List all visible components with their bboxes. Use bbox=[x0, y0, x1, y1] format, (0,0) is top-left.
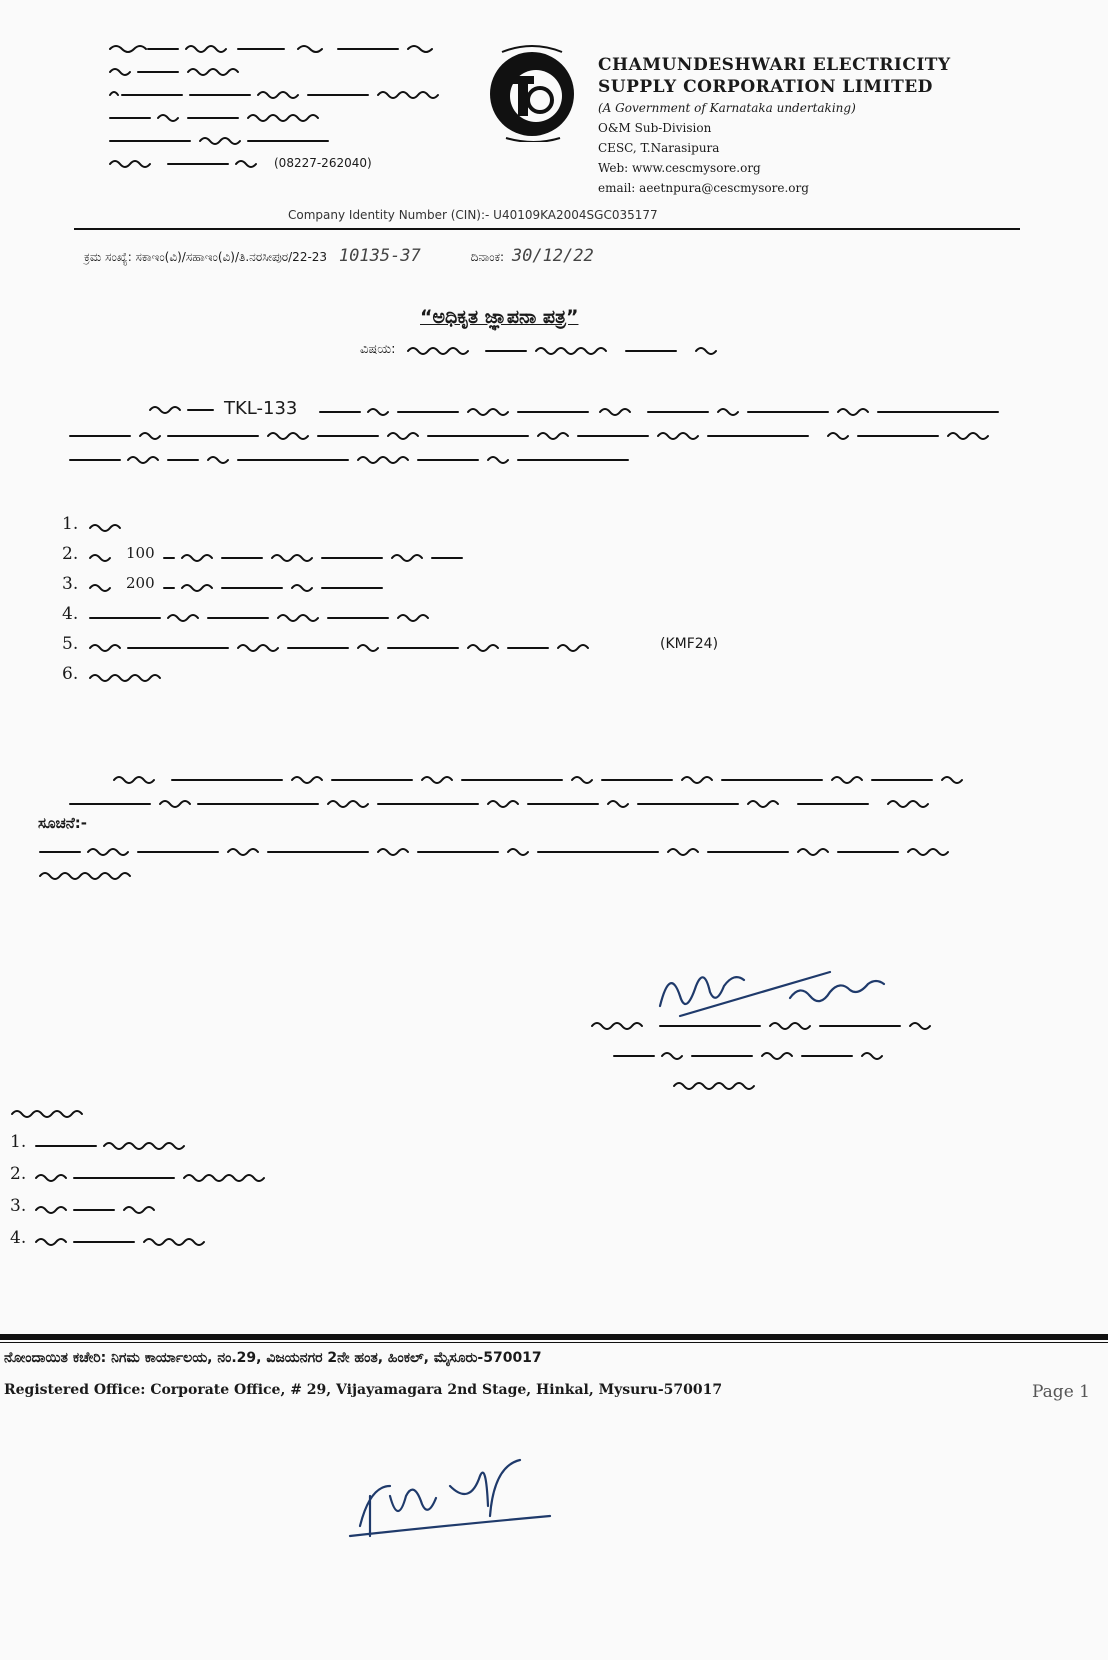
kannada-govt-line bbox=[108, 87, 458, 101]
page-number: Page 1 bbox=[1032, 1382, 1090, 1402]
header-rule bbox=[74, 228, 1020, 230]
officer-office bbox=[612, 1048, 912, 1062]
copies-to-block bbox=[10, 1100, 410, 1260]
note-line1 bbox=[68, 838, 1018, 862]
subject-line bbox=[360, 342, 766, 357]
body-paragraph-2 bbox=[38, 766, 1018, 886]
kannada-office-line bbox=[108, 133, 338, 147]
rr-label bbox=[148, 402, 218, 416]
subject-label: ವಿಷಯ: bbox=[360, 342, 396, 357]
body-paragraph-1 bbox=[68, 398, 1018, 470]
note-line2 bbox=[68, 862, 1018, 886]
letterhead-english-block bbox=[598, 54, 1038, 198]
officer-signature bbox=[640, 966, 960, 1026]
footer-rule-thin bbox=[0, 1342, 1108, 1343]
subject-text bbox=[406, 343, 766, 357]
web-address: Web: www.cescmysore.org bbox=[598, 161, 761, 175]
handwritten-ref-number: 10135-37 bbox=[338, 246, 421, 266]
copy-item: 3. bbox=[10, 1196, 410, 1228]
enclosure-item: 5. (KMF24) bbox=[62, 634, 719, 654]
copies-to-label bbox=[10, 1100, 410, 1132]
email-address: email: aeetnpura@cescmysore.org bbox=[598, 181, 809, 195]
footer-registered-office: Registered Office: Corporate Office, # 29, Vijayamagara 2nd Stage, Hinkal, Mysuru-570017 bbox=[4, 1382, 723, 1398]
division: O&M Sub-Division bbox=[598, 121, 712, 135]
kannada-company-name bbox=[108, 41, 438, 55]
copy-item: 2. bbox=[10, 1164, 410, 1196]
para2-line1 bbox=[68, 766, 1018, 790]
enclosure-item: 6. bbox=[62, 664, 762, 694]
cesc-logo bbox=[484, 42, 584, 142]
enclosure-item: 4. bbox=[62, 604, 762, 634]
officer-location bbox=[672, 1078, 782, 1092]
officer-designation bbox=[590, 1018, 950, 1032]
para1-line2 bbox=[68, 422, 1018, 446]
footer-kannada-address: ನೋಂದಾಯಿತ ಕಚೇರಿ: ನಿಗಮ ಕಾರ್ಯಾಲಯ, ನಂ.29, ವಿಜಯನಗರ 2ನೇ ಹಂತ, ಹಿಂಕಲ್, ಮೈಸೂರು-570017 bbox=[4, 1350, 542, 1366]
enclosure-item: 1. bbox=[62, 514, 762, 544]
note-line bbox=[38, 814, 1018, 838]
date-label: ದಿನಾಂಕ: bbox=[470, 250, 505, 264]
kmf-reference: (KMF24) bbox=[660, 636, 719, 652]
kannada-om-line bbox=[108, 110, 408, 124]
bottom-signature bbox=[340, 1456, 580, 1556]
copy-item: 1. bbox=[10, 1132, 410, 1164]
enclosure-list bbox=[62, 514, 762, 694]
letterhead-kannada-block bbox=[108, 38, 468, 170]
reference-line bbox=[84, 246, 1024, 274]
cin-line: Company Identity Number (CIN):- U40109KA2004SGC035177 bbox=[288, 208, 658, 222]
enclosure-item: 3. 200 bbox=[62, 574, 762, 604]
para2-line2 bbox=[68, 790, 1018, 814]
company-name-line1: CHAMUNDESHWARI ELECTRICITY bbox=[598, 55, 951, 75]
kannada-phone-number: (08227-262040) bbox=[274, 156, 372, 170]
para1-line3 bbox=[68, 446, 1018, 470]
footer-rule-thick bbox=[0, 1334, 1108, 1340]
copy-item: 4. bbox=[10, 1228, 410, 1260]
handwritten-date: 30/12/22 bbox=[511, 246, 594, 266]
kannada-phone-label bbox=[108, 156, 268, 170]
kannada-corp-line bbox=[108, 64, 268, 78]
para1-line1 bbox=[148, 398, 1018, 422]
company-subtitle: (A Government of Karnataka undertaking) bbox=[598, 101, 856, 115]
enclosure-item: 2. 100 bbox=[62, 544, 762, 574]
signature-block bbox=[590, 966, 970, 1106]
office: CESC, T.Narasipura bbox=[598, 141, 720, 155]
letter-title: “ಅಧಿಕೃತ ಜ್ಞಾಪನಾ ಪತ್ರ” bbox=[420, 306, 579, 328]
company-name-line2: SUPPLY CORPORATION LIMITED bbox=[598, 77, 933, 97]
rr-number: TKL-133 bbox=[224, 398, 298, 419]
reference-number: ಕ್ರಮ ಸಂಖ್ಯೆ: ಸಕಾಇಂ(ವಿ)/ಸಹಾಇಂ(ವಿ)/ತಿ.ನರಸೀಪುರ/22-23 bbox=[84, 250, 328, 264]
note-label: ಸೂಚನೆ:- bbox=[38, 814, 87, 832]
